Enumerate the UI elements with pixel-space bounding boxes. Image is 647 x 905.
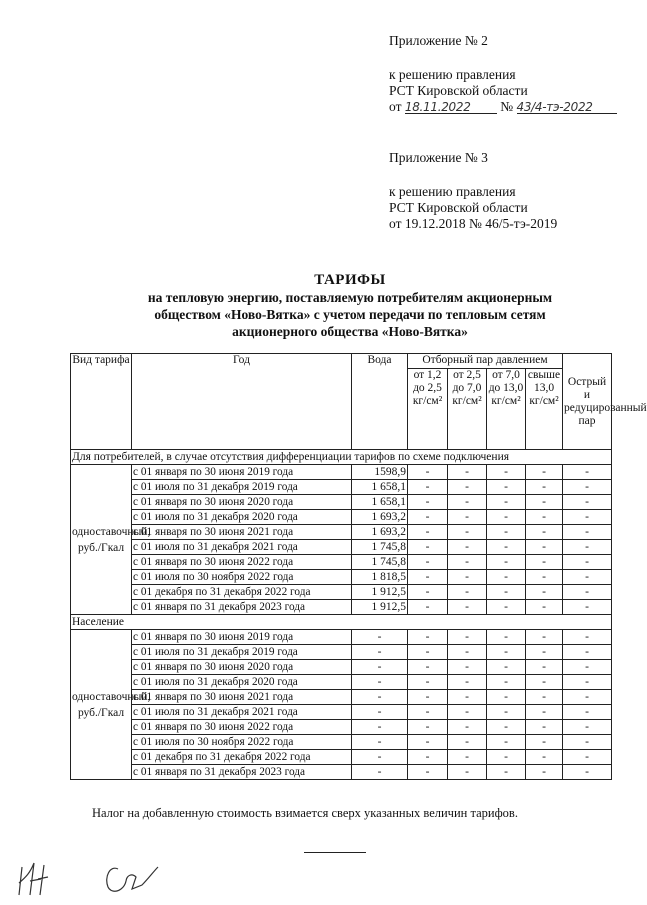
steam-cell-p1: - [408, 720, 448, 735]
header-live-steam: Острый и редуцированный пар [563, 354, 612, 450]
handwritten-date: 18.11.2022 [404, 100, 471, 114]
steam-cell-p3: - [487, 705, 526, 720]
water-cell: 1 693,2 [352, 525, 408, 540]
steam-cell-p3: - [487, 690, 526, 705]
water-cell: - [352, 735, 408, 750]
steam-cell-p1: - [408, 570, 448, 585]
table-header-row-1 [71, 354, 612, 369]
appendix-3-date-number: от 19.12.2018 № 46/5-тэ-2019 [389, 216, 558, 231]
header-pressure-3: от 7,0 до 13,0 кг/см² [487, 369, 526, 450]
steam-cell-live: - [563, 525, 612, 540]
steam-cell-p3: - [487, 585, 526, 600]
handwritten-date-field [405, 99, 497, 114]
table-row [71, 570, 612, 585]
period-cell: с 01 января по 30 июня 2022 года [132, 555, 352, 570]
table-row [71, 480, 612, 495]
period-cell: с 01 июля по 31 декабря 2020 года [132, 510, 352, 525]
steam-cell-p3: - [487, 495, 526, 510]
table-body [71, 450, 612, 780]
steam-cell-p1: - [408, 705, 448, 720]
steam-cell-p2: - [448, 645, 487, 660]
steam-cell-p1: - [408, 465, 448, 480]
table-row [71, 690, 612, 705]
water-cell: - [352, 720, 408, 735]
steam-cell-p4: - [526, 735, 563, 750]
steam-cell-p2: - [448, 675, 487, 690]
handwritten-number-field [517, 99, 617, 114]
water-cell: - [352, 675, 408, 690]
steam-cell-p1: - [408, 510, 448, 525]
table-row [71, 555, 612, 570]
steam-cell-p4: - [526, 480, 563, 495]
steam-cell-live: - [563, 585, 612, 600]
steam-cell-p2: - [448, 495, 487, 510]
steam-cell-p1: - [408, 735, 448, 750]
steam-cell-live: - [563, 570, 612, 585]
steam-cell-p4: - [526, 495, 563, 510]
section-title: Для потребителей, в случае отсутствия дифференциации тарифов по схеме подключения [71, 450, 612, 465]
steam-cell-p2: - [448, 570, 487, 585]
period-cell: с 01 января по 30 июня 2019 года [132, 630, 352, 645]
steam-cell-p4: - [526, 720, 563, 735]
steam-cell-p3: - [487, 630, 526, 645]
table-row [71, 720, 612, 735]
period-cell: с 01 июля по 31 декабря 2020 года [132, 675, 352, 690]
steam-cell-p2: - [448, 765, 487, 780]
period-cell: с 01 июля по 31 декабря 2019 года [132, 645, 352, 660]
steam-cell-p2: - [448, 690, 487, 705]
table-row [71, 510, 612, 525]
appendix-2-decision: к решению правления [389, 67, 516, 82]
period-cell: с 01 января по 30 июня 2022 года [132, 720, 352, 735]
steam-cell-p2: - [448, 540, 487, 555]
steam-cell-p4: - [526, 765, 563, 780]
table-row [71, 540, 612, 555]
steam-cell-live: - [563, 510, 612, 525]
water-cell: 1 818,5 [352, 570, 408, 585]
appendix-2-block [389, 33, 617, 115]
section-row [71, 615, 612, 630]
steam-cell-p4: - [526, 600, 563, 615]
steam-cell-p3: - [487, 735, 526, 750]
steam-cell-p2: - [448, 705, 487, 720]
table-row [71, 630, 612, 645]
steam-cell-p2: - [448, 720, 487, 735]
steam-cell-p4: - [526, 555, 563, 570]
table-row [71, 600, 612, 615]
steam-cell-p1: - [408, 750, 448, 765]
steam-cell-p4: - [526, 465, 563, 480]
water-cell: - [352, 765, 408, 780]
table-row [71, 660, 612, 675]
water-cell: 1 745,8 [352, 540, 408, 555]
steam-cell-live: - [563, 765, 612, 780]
steam-cell-p4: - [526, 690, 563, 705]
water-cell: - [352, 660, 408, 675]
steam-cell-p2: - [448, 465, 487, 480]
period-cell: с 01 января по 30 июня 2020 года [132, 495, 352, 510]
period-cell: с 01 июля по 30 ноября 2022 года [132, 570, 352, 585]
period-cell: с 01 июля по 30 ноября 2022 года [132, 735, 352, 750]
header-steam: Отборный пар давлением [408, 354, 563, 369]
steam-cell-p4: - [526, 675, 563, 690]
steam-cell-p2: - [448, 660, 487, 675]
water-cell: - [352, 645, 408, 660]
period-cell: с 01 января по 30 июня 2020 года [132, 660, 352, 675]
steam-cell-p4: - [526, 585, 563, 600]
period-cell: с 01 января по 30 июня 2021 года [132, 690, 352, 705]
period-cell: с 01 января по 30 июня 2019 года [132, 465, 352, 480]
table-row [71, 495, 612, 510]
table-row [71, 525, 612, 540]
steam-cell-p1: - [408, 540, 448, 555]
header-year: Год [132, 354, 352, 450]
steam-cell-p3: - [487, 645, 526, 660]
steam-cell-p1: - [408, 645, 448, 660]
steam-cell-live: - [563, 690, 612, 705]
steam-cell-p3: - [487, 675, 526, 690]
steam-cell-live: - [563, 555, 612, 570]
period-cell: с 01 июля по 31 декабря 2021 года [132, 705, 352, 720]
header-pressure-4: свыше 13,0 кг/см² [526, 369, 563, 450]
steam-cell-p2: - [448, 735, 487, 750]
steam-cell-p4: - [526, 645, 563, 660]
steam-cell-p3: - [487, 510, 526, 525]
number-sign: № [500, 99, 514, 114]
water-cell: - [352, 705, 408, 720]
steam-cell-p1: - [408, 525, 448, 540]
steam-cell-live: - [563, 540, 612, 555]
table-row [71, 675, 612, 690]
steam-cell-live: - [563, 495, 612, 510]
steam-cell-p1: - [408, 480, 448, 495]
appendix-2-authority: РСТ Кировской области [389, 83, 528, 98]
tariff-kind-cell: одноставочный, руб./Гкал [71, 465, 132, 615]
steam-cell-p3: - [487, 765, 526, 780]
steam-cell-p2: - [448, 525, 487, 540]
table-row [71, 585, 612, 600]
steam-cell-live: - [563, 750, 612, 765]
water-cell: - [352, 630, 408, 645]
water-cell: 1 658,1 [352, 495, 408, 510]
document-title: ТАРИФЫ [314, 272, 386, 288]
tariff-kind-cell: одноставочный, руб./Гкал [71, 630, 132, 780]
header-kind: Вид тарифа [71, 354, 132, 450]
steam-cell-p4: - [526, 660, 563, 675]
steam-cell-p2: - [448, 480, 487, 495]
steam-cell-p4: - [526, 705, 563, 720]
steam-cell-live: - [563, 675, 612, 690]
steam-cell-p2: - [448, 585, 487, 600]
appendix-2-date-number [389, 99, 617, 115]
steam-cell-p3: - [487, 525, 526, 540]
steam-cell-p1: - [408, 765, 448, 780]
header-pressure-1: от 1,2 до 2,5 кг/см² [408, 369, 448, 450]
water-cell: 1 912,5 [352, 600, 408, 615]
steam-cell-p3: - [487, 660, 526, 675]
water-cell: 1 912,5 [352, 585, 408, 600]
table-row [71, 750, 612, 765]
table-row [71, 735, 612, 750]
vat-note: Налог на добавленную стоимость взимается сверх указанных величин тарифов. [92, 806, 518, 820]
steam-cell-live: - [563, 705, 612, 720]
period-cell: с 01 января по 31 декабря 2023 года [132, 765, 352, 780]
steam-cell-p1: - [408, 495, 448, 510]
steam-cell-p4: - [526, 525, 563, 540]
steam-cell-live: - [563, 600, 612, 615]
period-cell: с 01 декабря по 31 декабря 2022 года [132, 750, 352, 765]
period-cell: с 01 июля по 31 декабря 2019 года [132, 480, 352, 495]
steam-cell-p3: - [487, 465, 526, 480]
steam-cell-p1: - [408, 555, 448, 570]
header-pressure-2: от 2,5 до 7,0 кг/см² [448, 369, 487, 450]
appendix-3-title: Приложение № 3 [389, 150, 488, 165]
table-row [71, 765, 612, 780]
steam-cell-live: - [563, 660, 612, 675]
steam-cell-p4: - [526, 750, 563, 765]
heading-line-1: на тепловую энергию, поставляемую потребителям акционерным [147, 290, 553, 305]
handwritten-number: 43/4-тэ-2022 [516, 100, 593, 114]
water-cell: 1 693,2 [352, 510, 408, 525]
table-row [71, 465, 612, 480]
steam-cell-p1: - [408, 600, 448, 615]
steam-cell-p4: - [526, 510, 563, 525]
water-cell: - [352, 750, 408, 765]
steam-cell-p1: - [408, 690, 448, 705]
appendix-3-block [389, 150, 557, 232]
steam-cell-p2: - [448, 600, 487, 615]
steam-cell-p1: - [408, 630, 448, 645]
steam-cell-p1: - [408, 660, 448, 675]
steam-cell-live: - [563, 480, 612, 495]
period-cell: с 01 декабря по 31 декабря 2022 года [132, 585, 352, 600]
water-cell: 1598,9 [352, 465, 408, 480]
steam-cell-p3: - [487, 540, 526, 555]
steam-cell-live: - [563, 465, 612, 480]
steam-cell-p3: - [487, 600, 526, 615]
water-cell: 1 658,1 [352, 480, 408, 495]
steam-cell-p3: - [487, 480, 526, 495]
steam-cell-p1: - [408, 675, 448, 690]
steam-cell-p3: - [487, 570, 526, 585]
appendix-2-title: Приложение № 2 [389, 33, 488, 48]
steam-cell-live: - [563, 720, 612, 735]
period-cell: с 01 января по 31 декабря 2023 года [132, 600, 352, 615]
steam-cell-p4: - [526, 540, 563, 555]
period-cell: с 01 января по 30 июня 2021 года [132, 525, 352, 540]
document-heading [60, 272, 640, 340]
steam-cell-live: - [563, 735, 612, 750]
section-row [71, 450, 612, 465]
section-title: Население [71, 615, 612, 630]
footer-rule [304, 852, 366, 853]
appendix-3-authority: РСТ Кировской области [389, 200, 528, 215]
steam-cell-p2: - [448, 555, 487, 570]
steam-cell-live: - [563, 630, 612, 645]
steam-cell-live: - [563, 645, 612, 660]
prefix-from: от [389, 99, 402, 114]
steam-cell-p2: - [448, 510, 487, 525]
steam-cell-p3: - [487, 720, 526, 735]
steam-cell-p3: - [487, 555, 526, 570]
table-row [71, 645, 612, 660]
tariffs-table [70, 353, 647, 780]
steam-cell-p1: - [408, 585, 448, 600]
steam-cell-p4: - [526, 630, 563, 645]
steam-cell-p4: - [526, 570, 563, 585]
steam-cell-p3: - [487, 750, 526, 765]
steam-cell-p2: - [448, 630, 487, 645]
header-water: Вода [352, 354, 408, 450]
steam-cell-p2: - [448, 750, 487, 765]
handwritten-signature [8, 855, 178, 900]
period-cell: с 01 июля по 31 декабря 2021 года [132, 540, 352, 555]
heading-line-3: акционерного общества «Ново-Вятка» [232, 324, 468, 339]
appendix-3-decision: к решению правления [389, 184, 516, 199]
water-cell: - [352, 690, 408, 705]
heading-line-2: обществом «Ново-Вятка» с учетом передачи по тепловым сетям [154, 307, 546, 322]
table-row [71, 705, 612, 720]
water-cell: 1 745,8 [352, 555, 408, 570]
